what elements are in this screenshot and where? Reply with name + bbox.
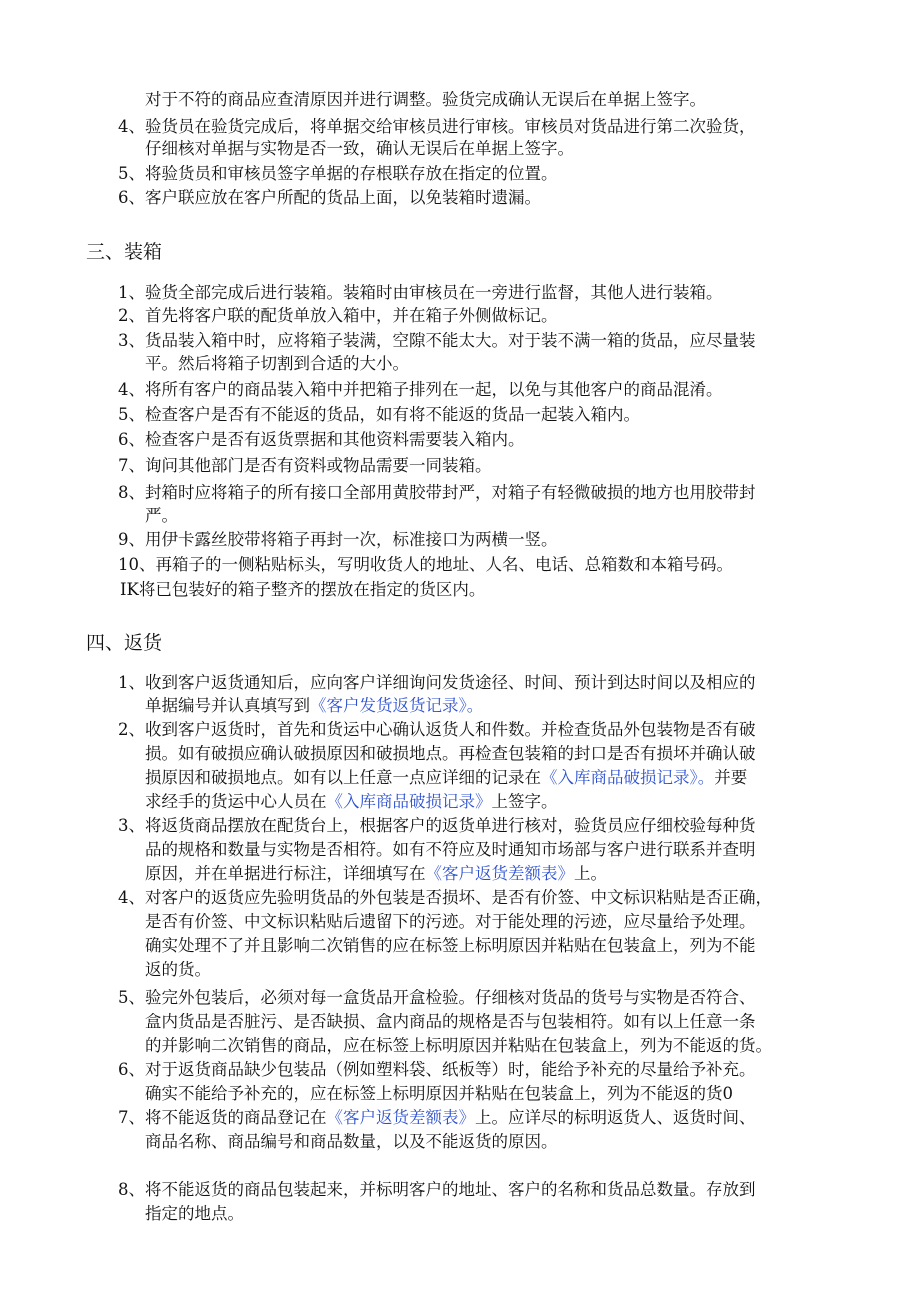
text-line: 仔细核对单据与实物是否一致，确认无误后在单据上签字。 bbox=[145, 139, 574, 158]
text-line: 对于不符的商品应查清原因并进行调整。验货完成确认无误后在单据上签字。 bbox=[145, 90, 706, 109]
list-item: 8、将不能返货的商品包装起来，并标明客户的地址、客户的名称和货品总数量。存放到 bbox=[118, 1180, 756, 1199]
text-span: 求经手的货运中心人员在 bbox=[145, 792, 327, 811]
text-span: 7、将不能返货的商品登记在 bbox=[118, 1108, 327, 1127]
text-line: 严。 bbox=[145, 506, 178, 525]
text-line bbox=[145, 768, 747, 788]
text-line: 返的货。 bbox=[145, 960, 211, 979]
text-line: 盒内货品是否脏污、是否缺损、盒内商品的规格是否与包装相符。如有以上任意一条 bbox=[145, 1012, 756, 1031]
list-item: 5、将验货员和审核员签字单据的存根联存放在指定的位置。 bbox=[118, 164, 558, 183]
text-span: 上签字。 bbox=[491, 792, 558, 811]
text-line: 平。然后将箱子切割到合适的大小。 bbox=[145, 354, 409, 373]
text-line: 品的规格和数量与实物是否相符。如有不符应及时通知市场部与客户进行联系并查明 bbox=[145, 840, 756, 859]
text-span: 上。 bbox=[574, 864, 607, 883]
text-line: 确实处理不了并且影响二次销售的应在标签上标明原因并粘贴在包装盒上，列为不能 bbox=[145, 936, 756, 955]
text-line: 确实不能给予补充的，应在标签上标明原因并粘贴在包装盒上，列为不能返的货0 bbox=[145, 1084, 733, 1103]
list-item: 4、验货员在验货完成后，将单据交给审核员进行审核。审核员对货品进行第二次验货， bbox=[118, 117, 756, 136]
list-item: 2、首先将客户联的配货单放入箱中，并在箱子外侧做标记。 bbox=[118, 306, 558, 325]
text-line: 损。如有破损应确认破损原因和破损地点。再检查包装箱的封口是否有损坏并确认破 bbox=[145, 744, 756, 763]
text-line: 指定的地点。 bbox=[145, 1204, 244, 1223]
record-reference: 《入库商品破损记录》。 bbox=[541, 768, 715, 787]
text-span: 单据编号并认真填写到 bbox=[145, 696, 310, 715]
text-line bbox=[145, 792, 558, 812]
text-span: 损原因和破损地点。如有以上任意一点应详细的记录在 bbox=[145, 768, 541, 787]
list-item: 2、收到客户返货时，首先和货运中心确认返货人和件数。并检查货品外包装物是否有破 bbox=[118, 720, 756, 739]
text-line bbox=[145, 696, 483, 716]
section-heading: 三、装箱 bbox=[86, 241, 163, 263]
text-line: 的并影响二次销售的商品，应在标签上标明原因并粘贴在包装盒上，列为不能返的货。 bbox=[145, 1036, 772, 1055]
list-item: 8、封箱时应将箱子的所有接口全部用黄胶带封严，对箱子有轻微破损的地方也用胶带封 bbox=[118, 483, 756, 502]
list-item: 1、收到客户返货通知后，应向客户详细询问发货途径、时间、预计到达时间以及相应的 bbox=[118, 673, 756, 692]
text-line bbox=[145, 864, 607, 884]
list-item: 9、用伊卡露丝胶带将箱子再封一次，标准接口为两横一竖。 bbox=[118, 530, 558, 549]
list-item: 5、验完外包装后，必须对每一盒货品开盒检验。仔细核对货品的货号与实物是否符合、 bbox=[118, 988, 756, 1007]
section-heading: 四、返货 bbox=[86, 632, 163, 654]
list-item: 6、检查客户是否有返货票据和其他资料需要装入箱内。 bbox=[118, 430, 525, 449]
list-item: 3、将返货商品摆放在配货台上，根据客户的返货单进行核对，验货员应仔细校验每种货 bbox=[118, 816, 756, 835]
list-item: IK将已包装好的箱子整齐的摆放在指定的货区内。 bbox=[120, 580, 486, 599]
list-item: 7、询问其他部门是否有资料或物品需要一同装箱。 bbox=[118, 456, 492, 475]
text-span: 上。应详尽的标明返货人、返货时间、 bbox=[475, 1108, 756, 1127]
text-line: 是否有价签、中文标识粘贴后遗留下的污迹。对于能处理的污迹，应尽量给予处理。 bbox=[145, 912, 756, 931]
list-item: 1、验货全部完成后进行装箱。装箱时由审核员在一旁进行监督，其他人进行装箱。 bbox=[118, 283, 723, 302]
list-item: 10、再箱子的一侧粘贴标头，写明收货人的地址、人名、电话、总箱数和本箱号码。 bbox=[118, 555, 733, 574]
list-item: 5、检查客户是否有不能返的货品，如有将不能返的货品一起装入箱内。 bbox=[118, 405, 640, 424]
record-reference: 《入库商品破损记录》 bbox=[326, 792, 492, 811]
record-reference: 《客户返货差额表》 bbox=[326, 1108, 475, 1127]
list-item: 3、货品装入箱中时，应将箱子装满，空隙不能太大。对于装不满一箱的货品，应尽量装 bbox=[118, 331, 756, 350]
list-item: 6、对于返货商品缺少包装品（例如塑料袋、纸板等）时，能给予补充的尽量给予补充。 bbox=[118, 1060, 756, 1079]
record-reference: 《客户发货返货记录》。 bbox=[310, 696, 484, 715]
list-item: 6、客户联应放在客户所配的货品上面，以免装箱时遗漏。 bbox=[118, 188, 541, 207]
record-reference: 《客户返货差额表》 bbox=[425, 864, 574, 883]
text-span: 并要 bbox=[714, 768, 748, 787]
list-item: 4、对客户的返货应先验明货品的外包装是否损坏、是否有价签、中文标识粘贴是否正确， bbox=[118, 888, 772, 907]
text-line: 商品名称、商品编号和商品数量，以及不能返货的原因。 bbox=[145, 1132, 558, 1151]
list-item: 4、将所有客户的商品装入箱中并把箱子排列在一起，以免与其他客户的商品混淆。 bbox=[118, 380, 723, 399]
list-item bbox=[118, 1108, 756, 1128]
text-span: 原因，并在单据进行标注，详细填写在 bbox=[145, 864, 426, 883]
